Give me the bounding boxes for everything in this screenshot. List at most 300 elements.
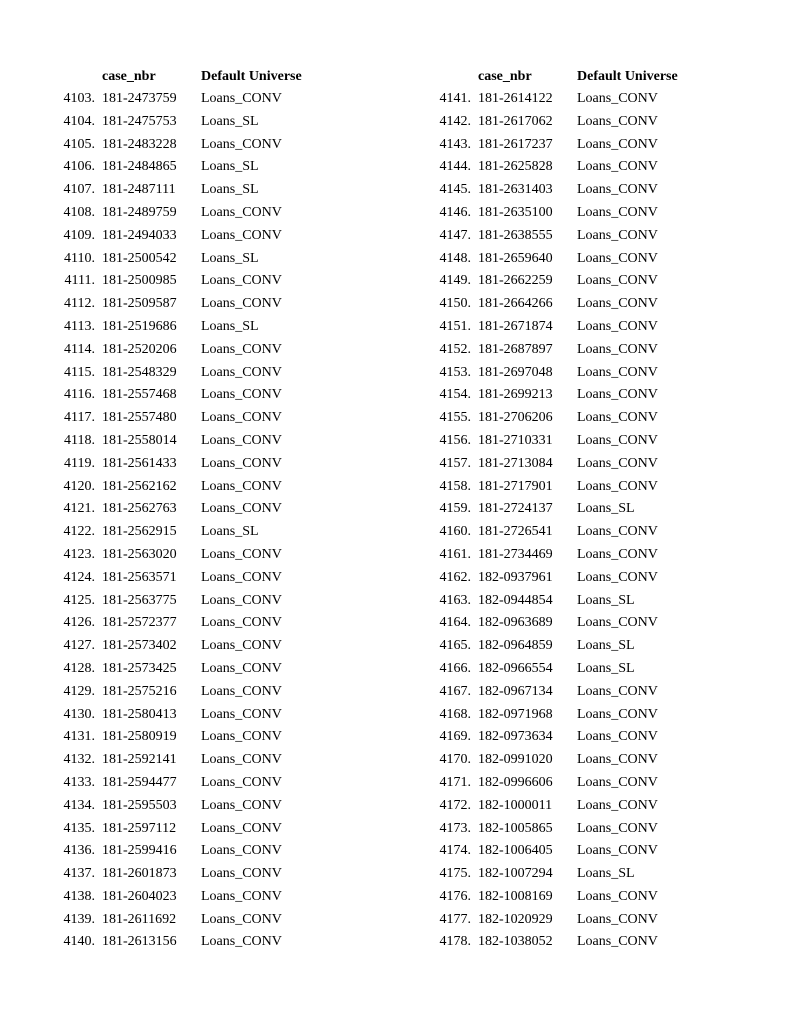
case-number: 182-0966554 — [478, 660, 553, 676]
case-number: 181-2557480 — [102, 410, 177, 426]
table-row — [0, 339, 320, 362]
table-row — [376, 635, 696, 658]
row-index: 4176. — [439, 888, 471, 904]
table-row — [0, 726, 320, 749]
default-universe: Loans_CONV — [201, 432, 282, 448]
table-row — [376, 704, 696, 727]
table-row — [0, 407, 320, 430]
table-row — [0, 88, 320, 111]
case-number: 181-2548329 — [102, 364, 177, 380]
row-index: 4142. — [439, 113, 471, 129]
table-header — [0, 66, 320, 88]
row-index: 4162. — [439, 569, 471, 585]
case-number: 181-2580413 — [102, 706, 177, 722]
right-rows — [376, 88, 696, 954]
row-index: 4151. — [439, 318, 471, 334]
default-universe: Loans_CONV — [577, 273, 658, 289]
default-universe: Loans_CONV — [577, 182, 658, 198]
row-index: 4128. — [63, 660, 95, 676]
row-index: 4163. — [439, 592, 471, 608]
default-universe: Loans_SL — [577, 638, 635, 654]
default-universe: Loans_CONV — [201, 752, 282, 768]
default-universe: Loans_CONV — [577, 159, 658, 175]
default-universe: Loans_CONV — [577, 204, 658, 220]
default-universe: Loans_CONV — [577, 387, 658, 403]
default-universe: Loans_SL — [201, 250, 259, 266]
table-row — [0, 430, 320, 453]
default-universe: Loans_CONV — [201, 592, 282, 608]
row-index: 4126. — [63, 615, 95, 631]
table-row — [376, 567, 696, 590]
table-row — [376, 476, 696, 499]
table-row — [0, 544, 320, 567]
row-index: 4148. — [439, 250, 471, 266]
default-universe: Loans_CONV — [577, 250, 658, 266]
case-number: 181-2563020 — [102, 546, 177, 562]
case-number: 182-0963689 — [478, 615, 553, 631]
default-universe: Loans_CONV — [201, 706, 282, 722]
table-row — [376, 544, 696, 567]
default-universe: Loans_CONV — [201, 866, 282, 882]
table-row — [0, 635, 320, 658]
row-index: 4139. — [63, 911, 95, 927]
default-universe: Loans_CONV — [201, 934, 282, 950]
case-number: 181-2509587 — [102, 296, 177, 312]
table-header — [376, 66, 696, 88]
case-number: 181-2617237 — [478, 136, 553, 152]
row-index: 4137. — [63, 866, 95, 882]
case-number: 181-2724137 — [478, 501, 553, 517]
row-index: 4113. — [64, 318, 95, 334]
row-index: 4169. — [439, 729, 471, 745]
table-row — [0, 293, 320, 316]
table-row — [0, 749, 320, 772]
default-universe: Loans_CONV — [201, 341, 282, 357]
case-number: 182-1008169 — [478, 888, 553, 904]
case-number: 181-2687897 — [478, 341, 553, 357]
table-row — [376, 726, 696, 749]
row-index: 4114. — [64, 341, 95, 357]
case-number: 181-2659640 — [478, 250, 553, 266]
default-universe: Loans_CONV — [201, 615, 282, 631]
row-index: 4124. — [63, 569, 95, 585]
case-number: 181-2580919 — [102, 729, 177, 745]
table-row — [376, 293, 696, 316]
default-universe: Loans_CONV — [577, 410, 658, 426]
default-universe: Loans_CONV — [577, 752, 658, 768]
case-number: 181-2489759 — [102, 204, 177, 220]
default-universe: Loans_CONV — [201, 546, 282, 562]
case-number: 181-2699213 — [478, 387, 553, 403]
default-universe: Loans_CONV — [201, 204, 282, 220]
table-row — [0, 134, 320, 157]
row-index: 4129. — [63, 683, 95, 699]
row-index: 4121. — [63, 501, 95, 517]
case-number: 181-2662259 — [478, 273, 553, 289]
table-row — [0, 362, 320, 385]
table-row — [376, 521, 696, 544]
row-index: 4166. — [439, 660, 471, 676]
default-universe: Loans_CONV — [201, 364, 282, 380]
row-index: 4173. — [439, 820, 471, 836]
default-universe: Loans_SL — [201, 182, 259, 198]
default-universe: Loans_CONV — [577, 136, 658, 152]
case-number: 181-2562763 — [102, 501, 177, 517]
default-universe: Loans_CONV — [201, 410, 282, 426]
default-universe: Loans_CONV — [577, 683, 658, 699]
case-number: 181-2500542 — [102, 250, 177, 266]
case-number: 181-2617062 — [478, 113, 553, 129]
default-universe: Loans_SL — [201, 318, 259, 334]
table-row — [0, 270, 320, 293]
case-number: 182-0967134 — [478, 683, 553, 699]
case-number: 181-2697048 — [478, 364, 553, 380]
row-index: 4110. — [64, 250, 95, 266]
row-index: 4146. — [439, 204, 471, 220]
table-row — [376, 818, 696, 841]
case-number: 181-2573402 — [102, 638, 177, 654]
case-number: 181-2613156 — [102, 934, 177, 950]
row-index: 4131. — [63, 729, 95, 745]
case-number: 181-2473759 — [102, 91, 177, 106]
right-table — [376, 66, 696, 954]
default-universe: Loans_CONV — [577, 546, 658, 562]
case-number: 182-0971968 — [478, 706, 553, 722]
case-number: 182-1005865 — [478, 820, 553, 836]
table-row — [0, 863, 320, 886]
case-number: 181-2638555 — [478, 227, 553, 243]
default-universe: Loans_CONV — [201, 569, 282, 585]
default-universe: Loans_CONV — [201, 820, 282, 836]
case-number: 181-2592141 — [102, 752, 177, 768]
table-row — [376, 863, 696, 886]
table-row — [376, 407, 696, 430]
row-index: 4144. — [439, 159, 471, 175]
row-index: 4161. — [439, 546, 471, 562]
case-number: 181-2734469 — [478, 546, 553, 562]
default-universe: Loans_CONV — [201, 638, 282, 654]
row-index: 4122. — [63, 524, 95, 540]
case-number: 182-0964859 — [478, 638, 553, 654]
default-universe: Loans_CONV — [577, 843, 658, 859]
default-universe: Loans_CONV — [577, 478, 658, 494]
default-universe: Loans_CONV — [201, 478, 282, 494]
case-number: 181-2500985 — [102, 273, 177, 289]
row-index: 4167. — [439, 683, 471, 699]
default-universe: Loans_CONV — [577, 774, 658, 790]
row-index: 4130. — [63, 706, 95, 722]
default-universe: Loans_CONV — [577, 797, 658, 813]
row-index: 4140. — [63, 934, 95, 950]
table-row — [0, 498, 320, 521]
case-number: 181-2635100 — [478, 204, 553, 220]
case-number: 181-2562915 — [102, 524, 177, 540]
row-index: 4116. — [64, 387, 95, 403]
default-universe: Loans_CONV — [201, 888, 282, 904]
row-index: 4149. — [439, 273, 471, 289]
row-index: 4138. — [63, 888, 95, 904]
table-row — [376, 270, 696, 293]
case-number: 182-1007294 — [478, 866, 553, 882]
default-universe: Loans_SL — [577, 866, 635, 882]
row-index: 4123. — [63, 546, 95, 562]
table-row — [376, 339, 696, 362]
default-universe: Loans_CONV — [577, 296, 658, 312]
case-number: 181-2595503 — [102, 797, 177, 813]
case-nbr-header: case_nbr — [102, 69, 156, 84]
default-universe: Loans_CONV — [577, 820, 658, 836]
table-row — [0, 476, 320, 499]
row-index: 4154. — [439, 387, 471, 403]
row-index: 4103. — [63, 91, 95, 106]
default-universe: Loans_CONV — [577, 91, 658, 106]
table-row — [376, 225, 696, 248]
default-universe: Loans_SL — [201, 113, 259, 129]
default-universe: Loans_CONV — [201, 273, 282, 289]
case-number: 181-2713084 — [478, 455, 553, 471]
left-rows — [0, 88, 320, 954]
case-number: 182-1006405 — [478, 843, 553, 859]
table-row — [376, 453, 696, 476]
case-number: 182-0991020 — [478, 752, 553, 768]
table-row — [0, 225, 320, 248]
table-row — [0, 704, 320, 727]
row-index: 4170. — [439, 752, 471, 768]
row-index: 4115. — [64, 364, 95, 380]
table-row — [376, 111, 696, 134]
table-row — [376, 590, 696, 613]
default-universe: Loans_CONV — [201, 296, 282, 312]
table-row — [376, 384, 696, 407]
case-number: 181-2563571 — [102, 569, 177, 585]
case-number: 181-2611692 — [102, 911, 177, 927]
row-index: 4178. — [439, 934, 471, 950]
case-number: 181-2573425 — [102, 660, 177, 676]
default-universe: Loans_SL — [201, 524, 259, 540]
case-number: 182-0973634 — [478, 729, 553, 745]
table-row — [0, 931, 320, 954]
table-row — [0, 590, 320, 613]
table-row — [376, 498, 696, 521]
table-row — [376, 931, 696, 954]
row-index: 4136. — [63, 843, 95, 859]
table-row — [0, 248, 320, 271]
row-index: 4120. — [63, 478, 95, 494]
row-index: 4145. — [439, 182, 471, 198]
case-number: 182-0937961 — [478, 569, 553, 585]
case-number: 181-2575216 — [102, 683, 177, 699]
case-number: 181-2710331 — [478, 432, 553, 448]
case-number: 181-2717901 — [478, 478, 553, 494]
row-index: 4141. — [439, 91, 471, 106]
row-index: 4155. — [439, 410, 471, 426]
case-number: 181-2664266 — [478, 296, 553, 312]
default-universe: Loans_CONV — [577, 934, 658, 950]
table-row — [376, 202, 696, 225]
table-row — [0, 818, 320, 841]
default-universe: Loans_CONV — [577, 888, 658, 904]
case-number: 182-1000011 — [478, 797, 553, 813]
row-index: 4132. — [63, 752, 95, 768]
default-universe: Loans_CONV — [201, 136, 282, 152]
default-universe: Loans_CONV — [577, 432, 658, 448]
row-index: 4177. — [439, 911, 471, 927]
case-number: 181-2561433 — [102, 455, 177, 471]
default-universe: Loans_CONV — [577, 455, 658, 471]
row-index: 4165. — [439, 638, 471, 654]
table-row — [376, 795, 696, 818]
case-number: 181-2484865 — [102, 159, 177, 175]
default-universe: Loans_CONV — [577, 911, 658, 927]
row-index: 4106. — [63, 159, 95, 175]
default-universe: Loans_CONV — [201, 660, 282, 676]
table-row — [376, 430, 696, 453]
row-index: 4143. — [439, 136, 471, 152]
table-row — [376, 749, 696, 772]
default-universe: Loans_CONV — [201, 227, 282, 243]
table-row — [376, 681, 696, 704]
row-index: 4156. — [439, 432, 471, 448]
default-universe: Loans_CONV — [577, 729, 658, 745]
table-row — [376, 248, 696, 271]
case-number: 181-2562162 — [102, 478, 177, 494]
case-number: 181-2558014 — [102, 432, 177, 448]
case-nbr-header: case_nbr — [478, 69, 532, 84]
row-index: 4109. — [63, 227, 95, 243]
table-row — [0, 658, 320, 681]
table-row — [376, 179, 696, 202]
case-number: 181-2594477 — [102, 774, 177, 790]
row-index: 4105. — [63, 136, 95, 152]
case-number: 181-2671874 — [478, 318, 553, 334]
default-universe: Loans_CONV — [577, 524, 658, 540]
table-row — [0, 179, 320, 202]
case-number: 181-2726541 — [478, 524, 553, 540]
case-number: 181-2475753 — [102, 113, 177, 129]
case-number: 182-1020929 — [478, 911, 553, 927]
table-row — [0, 567, 320, 590]
table-row — [0, 202, 320, 225]
table-row — [0, 156, 320, 179]
table-row — [0, 772, 320, 795]
default-universe: Loans_CONV — [201, 501, 282, 517]
table-row — [0, 384, 320, 407]
case-number: 181-2601873 — [102, 866, 177, 882]
row-index: 4135. — [63, 820, 95, 836]
table-row — [376, 134, 696, 157]
table-row — [0, 453, 320, 476]
case-number: 182-0944854 — [478, 592, 553, 608]
table-row — [0, 612, 320, 635]
table-row — [0, 886, 320, 909]
case-number: 181-2483228 — [102, 136, 177, 152]
default-universe: Loans_SL — [577, 501, 635, 517]
row-index: 4119. — [64, 455, 95, 471]
row-index: 4152. — [439, 341, 471, 357]
table-row — [376, 772, 696, 795]
case-number: 182-1038052 — [478, 934, 553, 950]
case-number: 181-2631403 — [478, 182, 553, 198]
row-index: 4111. — [64, 273, 95, 289]
table-row — [376, 362, 696, 385]
table-row — [376, 909, 696, 932]
default-universe: Loans_SL — [201, 159, 259, 175]
row-index: 4107. — [63, 182, 95, 198]
universe-header: Default Universe — [577, 69, 678, 84]
default-universe: Loans_CONV — [577, 227, 658, 243]
case-number: 181-2625828 — [478, 159, 553, 175]
default-universe: Loans_CONV — [577, 706, 658, 722]
case-number: 181-2597112 — [102, 820, 177, 836]
row-index: 4172. — [439, 797, 471, 813]
row-index: 4112. — [64, 296, 95, 312]
case-number: 181-2604023 — [102, 888, 177, 904]
table-row — [0, 681, 320, 704]
table-row — [0, 840, 320, 863]
row-index: 4157. — [439, 455, 471, 471]
default-universe: Loans_CONV — [577, 364, 658, 380]
row-index: 4117. — [64, 410, 95, 426]
row-index: 4104. — [63, 113, 95, 129]
case-number: 181-2557468 — [102, 387, 177, 403]
row-index: 4150. — [439, 296, 471, 312]
row-index: 4164. — [439, 615, 471, 631]
table-row — [376, 886, 696, 909]
row-index: 4147. — [439, 227, 471, 243]
default-universe: Loans_CONV — [201, 797, 282, 813]
case-number: 182-0996606 — [478, 774, 553, 790]
table-row — [0, 521, 320, 544]
default-universe: Loans_CONV — [201, 843, 282, 859]
row-index: 4159. — [439, 501, 471, 517]
table-row — [0, 909, 320, 932]
default-universe: Loans_SL — [577, 660, 635, 676]
default-universe: Loans_CONV — [577, 341, 658, 357]
default-universe: Loans_CONV — [201, 729, 282, 745]
row-index: 4118. — [64, 432, 95, 448]
row-index: 4127. — [63, 638, 95, 654]
table-row — [376, 156, 696, 179]
table-row — [0, 795, 320, 818]
table-row — [376, 840, 696, 863]
default-universe: Loans_CONV — [201, 387, 282, 403]
case-number: 181-2494033 — [102, 227, 177, 243]
default-universe: Loans_CONV — [201, 774, 282, 790]
row-index: 4153. — [439, 364, 471, 380]
default-universe: Loans_SL — [577, 592, 635, 608]
case-number: 181-2599416 — [102, 843, 177, 859]
left-table — [0, 66, 320, 954]
row-index: 4134. — [63, 797, 95, 813]
default-universe: Loans_CONV — [577, 569, 658, 585]
row-index: 4133. — [63, 774, 95, 790]
default-universe: Loans_CONV — [577, 318, 658, 334]
default-universe: Loans_CONV — [577, 113, 658, 129]
table-row — [376, 612, 696, 635]
default-universe: Loans_CONV — [577, 615, 658, 631]
table-row — [376, 316, 696, 339]
table-row — [376, 658, 696, 681]
default-universe: Loans_CONV — [201, 683, 282, 699]
row-index: 4158. — [439, 478, 471, 494]
case-number: 181-2519686 — [102, 318, 177, 334]
case-number: 181-2487111 — [102, 182, 176, 198]
default-universe: Loans_CONV — [201, 911, 282, 927]
case-number: 181-2706206 — [478, 410, 553, 426]
row-index: 4168. — [439, 706, 471, 722]
universe-header: Default Universe — [201, 69, 302, 84]
row-index: 4160. — [439, 524, 471, 540]
